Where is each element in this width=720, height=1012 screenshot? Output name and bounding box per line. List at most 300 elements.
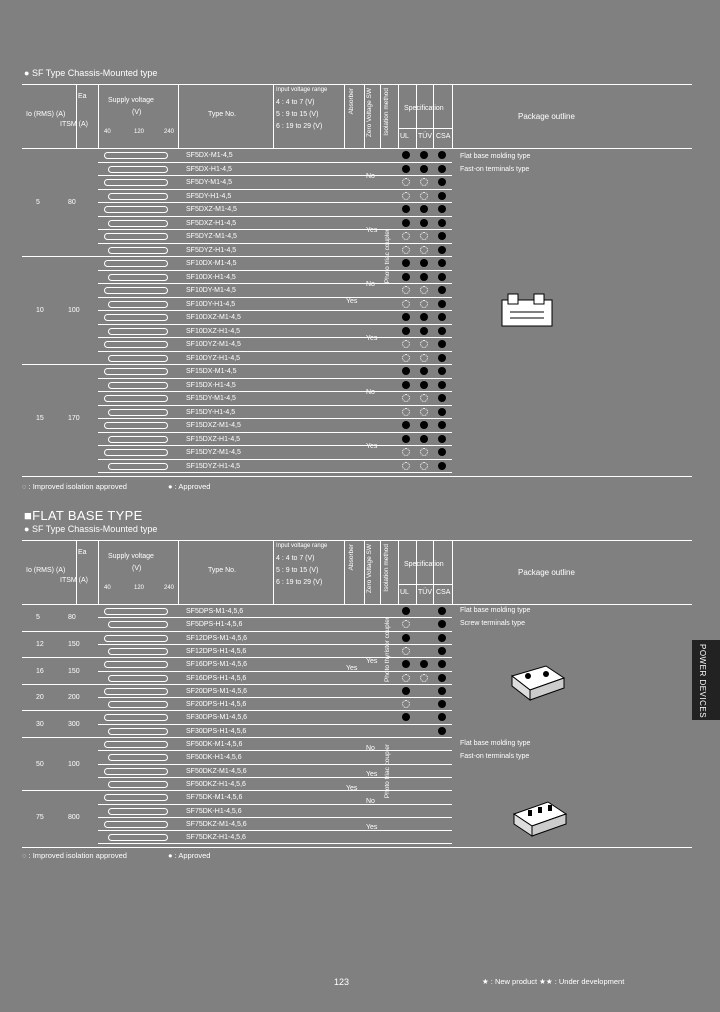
zero-voltage-label: Yes: [366, 658, 378, 666]
approved-mark: [420, 219, 428, 227]
rule-line: [98, 843, 452, 844]
header-input-range: Input voltage range: [276, 87, 328, 93]
io-value: 15: [36, 415, 44, 422]
rule-line: [22, 364, 98, 365]
improved-mark: [420, 448, 428, 456]
approved-mark: [438, 435, 446, 443]
absorber-label: Yes: [346, 784, 358, 792]
rule-line: [98, 790, 452, 791]
rule-line: [98, 324, 452, 325]
approved-mark: [402, 219, 410, 227]
spec-col-header: UL: [400, 133, 409, 140]
io-value: 20: [36, 694, 44, 702]
flat-base-title: ■FLAT BASE TYPE: [24, 508, 143, 523]
type-number: SF15DYZ-H1-4,5: [186, 462, 241, 470]
rule-line: [178, 540, 179, 604]
type-number: SF50DK-M1-4,5,6: [186, 741, 243, 748]
package-note: Screw terminals type: [460, 620, 525, 627]
spec-col-header: CSA: [436, 589, 451, 596]
approved-mark: [438, 727, 446, 735]
rule-line: [364, 84, 365, 148]
type-number: SF50DKZ-H1-4,5,6: [186, 780, 246, 788]
package-note: Fast-on terminals type: [460, 753, 530, 760]
approved-mark: [438, 448, 446, 456]
rule-line: [98, 817, 452, 818]
type-number: SF20DPS-H1-4,5,6: [186, 701, 247, 709]
type-number: SF5DYZ-H1-4,5: [186, 246, 237, 254]
rule-line: [98, 216, 452, 217]
approved-mark: [420, 381, 428, 389]
header-supply: Supply voltage: [108, 553, 154, 560]
type-number: SF15DY-M1-4,5: [186, 395, 236, 402]
approved-mark: [402, 205, 410, 213]
header-io: Io (RMS) (A): [26, 111, 66, 118]
itsm-value: 150: [68, 640, 80, 648]
supply-range-bar: [104, 341, 168, 348]
type-number: SF15DY-H1-4,5: [186, 408, 236, 416]
rule-line: [98, 243, 452, 244]
supply-range-bar: [108, 463, 168, 470]
type-number: SF5DPS-H1-4,5,6: [186, 621, 243, 629]
isolation-label: Photo triac coupler: [384, 743, 391, 798]
supply-range-bar: [108, 675, 168, 682]
improved-mark: [402, 192, 410, 200]
header-ea: Ea: [78, 549, 87, 556]
header-ea: Ea: [78, 93, 87, 100]
type-number: SF50DKZ-M1-4,5,6: [186, 767, 247, 775]
legend-approved: ● : Approved: [168, 851, 211, 861]
approved-mark: [420, 165, 428, 173]
rule-line: [22, 631, 98, 632]
approved-mark: [420, 660, 428, 668]
rule-line: [98, 189, 452, 190]
supply-range-bar: [108, 247, 168, 254]
rule-line: [98, 297, 452, 298]
approved-mark: [438, 462, 446, 470]
legend-improved: ◌ : Improved isolation approved: [22, 482, 127, 491]
supply-range-bar: [108, 220, 168, 227]
rule-line: [452, 84, 453, 148]
improved-mark: [420, 674, 428, 682]
approved-mark: [402, 165, 410, 173]
io-value: 12: [36, 640, 44, 648]
rule-line: [98, 697, 452, 698]
supply-range-bar: [104, 179, 168, 186]
approved-mark: [402, 273, 410, 281]
supply-range-bar: [108, 621, 168, 628]
approved-mark: [402, 435, 410, 443]
supply-range-bar: [108, 328, 168, 335]
header-supply-unit: (V): [132, 565, 142, 572]
itsm-value: 80: [68, 614, 76, 622]
square-bullet-icon: ■: [24, 508, 33, 523]
approved-mark: [438, 151, 446, 159]
approved-mark: [438, 367, 446, 375]
rule-line: [364, 540, 365, 604]
type-number: SF10DYZ-H1-4,5: [186, 354, 241, 362]
isolation-label: Photo thyristor coupler: [384, 617, 391, 683]
type-number: SF12DPS-M1-4,5,6: [186, 634, 248, 642]
input-range-item: 4 : 4 to 7 (V): [276, 555, 315, 562]
rule-line: [398, 84, 399, 148]
header-supply: Supply voltage: [108, 97, 154, 104]
rule-line: [98, 445, 452, 446]
header-supply-unit: (V): [132, 109, 142, 116]
supply-range-bar: [108, 701, 168, 708]
rule-line: [98, 84, 99, 148]
supply-range-bar: [104, 449, 168, 456]
spec-col-header: TÜV: [418, 133, 432, 140]
zero-voltage-label: No: [366, 173, 375, 180]
approved-mark: [438, 327, 446, 335]
zero-voltage-label: No: [366, 797, 375, 805]
type-number: SF5DY-H1-4,5: [186, 192, 232, 200]
rule-line: [98, 750, 452, 751]
side-tab: POWER DEVICES: [692, 640, 720, 720]
type-number: SF75DK-M1-4,5,6: [186, 794, 243, 802]
type-number: SF20DPS-M1-4,5,6: [186, 687, 248, 695]
approved-mark: [438, 219, 446, 227]
package-note: Flat base molding type: [460, 607, 531, 614]
approved-mark: [420, 421, 428, 429]
rule-line: [273, 540, 274, 604]
supply-range-bar: [104, 741, 168, 748]
approved-mark: [420, 273, 428, 281]
supply-range-bar: [104, 794, 168, 801]
io-value: 16: [36, 667, 44, 675]
supply-range-bar: [104, 821, 168, 828]
approved-mark: [438, 634, 446, 642]
approved-mark: [438, 700, 446, 708]
approved-mark: [402, 634, 410, 642]
improved-mark: [402, 674, 410, 682]
supply-tick: 240: [164, 129, 175, 135]
rule-line: [98, 737, 452, 738]
header-itsm: ITSM (A): [60, 577, 88, 584]
improved-mark: [402, 178, 410, 186]
rule-line: [398, 128, 452, 129]
rule-line: [98, 229, 452, 230]
zero-voltage-label: No: [366, 744, 375, 752]
header-zero-voltage: Zero Voltage SW: [366, 544, 373, 594]
rule-line: [416, 84, 417, 148]
supply-range-bar: [108, 754, 168, 761]
section1-title: ● SF Type Chassis-Mounted type: [24, 68, 158, 78]
package-note: Flat base molding type: [460, 740, 531, 747]
rule-line: [22, 790, 98, 791]
improved-mark: [420, 462, 428, 470]
improved-mark: [420, 232, 428, 240]
rule-line: [98, 671, 452, 672]
type-number: SF12DPS-H1-4,5,6: [186, 647, 247, 655]
header-io: Io (RMS) (A): [26, 567, 66, 574]
supply-tick: 240: [164, 585, 175, 591]
supply-range-bar: [108, 409, 168, 416]
approved-mark: [402, 381, 410, 389]
supply-range-bar: [104, 152, 168, 159]
rule-line: [22, 684, 98, 685]
rule-line: [22, 710, 98, 711]
approved-mark: [438, 421, 446, 429]
improved-mark: [420, 192, 428, 200]
approved-mark: [402, 327, 410, 335]
type-number: SF10DX-M1-4,5: [186, 260, 237, 267]
rule-line: [452, 540, 453, 604]
rule-line: [98, 405, 452, 406]
package-drawing: [508, 796, 572, 840]
supply-tick: 120: [134, 129, 145, 135]
improved-mark: [402, 286, 410, 294]
approved-mark: [438, 232, 446, 240]
rule-line: [398, 584, 452, 585]
improved-mark: [402, 394, 410, 402]
improved-mark: [402, 620, 410, 628]
rule-line: [98, 432, 452, 433]
type-number: SF30DPS-H1-4,5,6: [186, 727, 247, 735]
footer-note: ★ : New product ★★ : Under development: [482, 977, 625, 986]
approved-mark: [402, 313, 410, 321]
spec-col-header: CSA: [436, 133, 451, 140]
type-number: SF5DX-M1-4,5: [186, 152, 233, 159]
header-absorber: Absorber: [348, 88, 355, 115]
approved-mark: [438, 660, 446, 668]
approved-mark: [420, 327, 428, 335]
approved-mark: [438, 178, 446, 186]
supply-range-bar: [104, 635, 168, 642]
supply-range-bar: [108, 166, 168, 173]
header-type-no: Type No.: [208, 111, 237, 118]
header-isolation: Isolation method: [383, 88, 390, 136]
rule-line: [433, 540, 434, 604]
rule-line: [98, 202, 452, 203]
rule-line: [178, 84, 179, 148]
approved-mark: [402, 607, 410, 615]
supply-range-bar: [104, 260, 168, 267]
itsm-value: 800: [68, 813, 80, 821]
supply-range-bar: [108, 301, 168, 308]
approved-mark: [402, 259, 410, 267]
supply-range-bar: [104, 314, 168, 321]
type-number: SF15DXZ-M1-4,5: [186, 422, 241, 429]
supply-range-bar: [104, 206, 168, 213]
approved-mark: [420, 151, 428, 159]
isolation-label: Photo triac coupler: [384, 229, 391, 284]
type-number: SF50DK-H1-4,5,6: [186, 754, 242, 762]
supply-range-bar: [104, 368, 168, 375]
rule-line: [380, 84, 381, 148]
type-number: SF5DPS-M1-4,5,6: [186, 608, 244, 615]
input-range-item: 4 : 4 to 7 (V): [276, 99, 315, 106]
rule-line: [344, 84, 345, 148]
rule-line: [98, 724, 452, 725]
type-number: SF10DX-H1-4,5: [186, 273, 236, 281]
supply-range-bar: [108, 436, 168, 443]
type-number: SF5DY-M1-4,5: [186, 179, 233, 186]
header-absorber: Absorber: [348, 544, 355, 571]
itsm-value: 170: [68, 415, 80, 422]
rule-line: [22, 737, 98, 738]
approved-mark: [438, 647, 446, 655]
package-drawing: [496, 290, 560, 334]
io-value: 75: [36, 813, 44, 821]
approved-mark: [420, 259, 428, 267]
rule-line: [98, 283, 452, 284]
header-input-range: Input voltage range: [276, 543, 328, 549]
bullet-icon: ●: [24, 68, 30, 78]
spec-col-header: TÜV: [418, 589, 432, 596]
supply-range-bar: [104, 661, 168, 668]
approved-mark: [438, 192, 446, 200]
improved-mark: [420, 340, 428, 348]
zero-voltage-label: Yes: [366, 227, 378, 234]
zero-voltage-label: No: [366, 389, 375, 396]
supply-range-bar: [108, 382, 168, 389]
input-range-item: 6 : 19 to 29 (V): [276, 579, 323, 586]
io-value: 30: [36, 720, 44, 728]
approved-mark: [438, 394, 446, 402]
io-value: 5: [36, 614, 40, 622]
type-number: SF15DYZ-M1-4,5: [186, 449, 241, 456]
improved-mark: [402, 448, 410, 456]
improved-mark: [420, 408, 428, 416]
type-number: SF5DXZ-H1-4,5: [186, 219, 237, 227]
type-number: SF10DY-M1-4,5: [186, 287, 236, 294]
rule-line: [98, 657, 452, 658]
rule-line: [98, 418, 452, 419]
improved-mark: [420, 286, 428, 294]
supply-range-bar: [104, 688, 168, 695]
supply-range-bar: [108, 355, 168, 362]
section2-title: ● SF Type Chassis-Mounted type: [24, 524, 158, 534]
type-number: SF16DPS-H1-4,5,6: [186, 674, 247, 682]
header-package: Package outline: [518, 112, 575, 121]
legend-approved: ● : Approved: [168, 482, 211, 491]
legend-improved: ◌ : Improved isolation approved: [22, 851, 127, 861]
rule-line: [344, 540, 345, 604]
header-specification: Specification: [404, 561, 444, 568]
rule-line: [98, 162, 452, 163]
type-number: SF75DKZ-M1-4,5,6: [186, 820, 247, 828]
type-number: SF30DPS-M1-4,5,6: [186, 714, 248, 722]
supply-range-bar: [104, 422, 168, 429]
input-range-item: 6 : 19 to 29 (V): [276, 123, 323, 130]
improved-mark: [402, 647, 410, 655]
approved-mark: [438, 381, 446, 389]
supply-range-bar: [108, 274, 168, 281]
approved-mark: [438, 687, 446, 695]
approved-mark: [438, 273, 446, 281]
approved-mark: [420, 367, 428, 375]
type-number: SF75DKZ-H1-4,5,6: [186, 834, 246, 842]
type-number: SF10DYZ-M1-4,5: [186, 341, 241, 348]
rule-line: [98, 764, 452, 765]
header-specification: Specification: [404, 105, 444, 112]
supply-range-bar: [108, 728, 168, 735]
supply-range-bar: [104, 395, 168, 402]
rule-line: [98, 175, 452, 176]
rule-line: [22, 604, 692, 605]
approved-mark: [438, 165, 446, 173]
approved-mark: [438, 674, 446, 682]
improved-mark: [402, 700, 410, 708]
improved-mark: [402, 354, 410, 362]
supply-tick: 40: [104, 129, 111, 135]
zero-voltage-label: Yes: [366, 335, 378, 342]
zero-voltage-label: No: [366, 281, 375, 288]
type-number: SF16DPS-M1-4,5,6: [186, 661, 248, 669]
improved-mark: [402, 232, 410, 240]
rule-line: [22, 256, 98, 257]
header-package: Package outline: [518, 568, 575, 577]
rule-line: [76, 540, 77, 604]
supply-tick: 120: [134, 585, 145, 591]
rule-line: [98, 631, 452, 632]
rule-line: [22, 657, 98, 658]
approved-mark: [438, 300, 446, 308]
supply-range-bar: [108, 808, 168, 815]
zero-voltage-label: Yes: [366, 824, 378, 832]
rule-line: [22, 84, 692, 85]
approved-mark: [420, 205, 428, 213]
type-number: SF5DXZ-M1-4,5: [186, 206, 237, 213]
supply-range-bar: [104, 768, 168, 775]
input-range-item: 5 : 9 to 15 (V): [276, 111, 319, 118]
supply-range-bar: [104, 287, 168, 294]
rule-line: [98, 378, 452, 379]
itsm-value: 100: [68, 760, 80, 768]
type-number: SF75DK-H1-4,5,6: [186, 807, 242, 815]
rule-line: [98, 540, 99, 604]
io-value: 10: [36, 307, 44, 314]
rule-line: [380, 540, 381, 604]
io-value: 5: [36, 199, 40, 206]
itsm-value: 100: [68, 307, 80, 314]
supply-range-bar: [104, 233, 168, 240]
rule-line: [98, 459, 452, 460]
rule-line: [98, 256, 452, 257]
page-number: 123: [334, 977, 350, 987]
rule-line: [98, 617, 452, 618]
spec-col-header: UL: [400, 589, 409, 596]
type-number: SF5DX-H1-4,5: [186, 165, 232, 173]
improved-mark: [402, 246, 410, 254]
approved-mark: [438, 205, 446, 213]
improved-mark: [402, 408, 410, 416]
approved-mark: [420, 313, 428, 321]
rule-line: [98, 351, 452, 352]
rule-line: [433, 84, 434, 148]
improved-mark: [420, 354, 428, 362]
supply-range-bar: [108, 834, 168, 841]
rule-line: [98, 777, 452, 778]
rule-line: [98, 270, 452, 271]
rule-line: [98, 710, 452, 711]
rule-line: [273, 84, 274, 148]
rule-line: [22, 148, 692, 149]
approved-mark: [420, 435, 428, 443]
improved-mark: [402, 462, 410, 470]
approved-mark: [438, 607, 446, 615]
input-range-item: 5 : 9 to 15 (V): [276, 567, 319, 574]
package-note: Fast-on terminals type: [460, 166, 530, 173]
rule-line: [76, 84, 77, 148]
rule-line: [98, 391, 452, 392]
approved-mark: [402, 713, 410, 721]
type-number: SF15DX-M1-4,5: [186, 368, 237, 375]
rule-line: [398, 540, 399, 604]
improved-mark: [420, 246, 428, 254]
supply-range-bar: [108, 781, 168, 788]
